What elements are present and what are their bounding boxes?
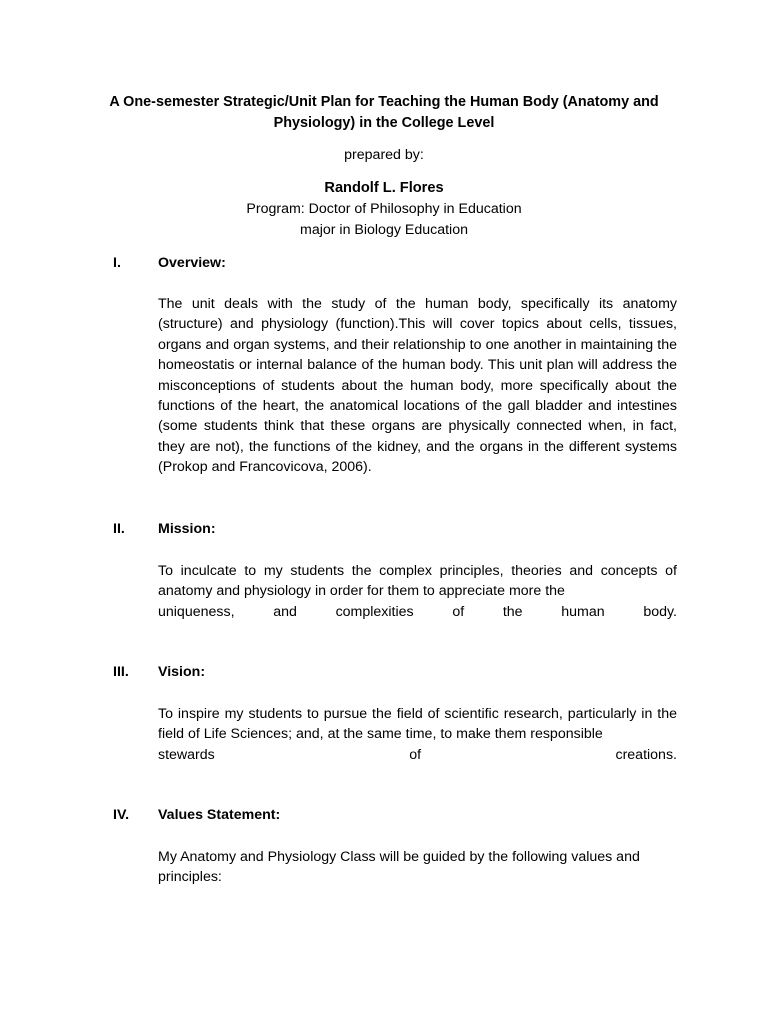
mission-word: of [452, 603, 465, 620]
major-line: major in Biology Education [300, 222, 468, 238]
vision-word: of [409, 746, 422, 763]
mission-paragraph [158, 561, 677, 622]
section-numeral-mission: II. [113, 521, 125, 537]
program-line: Program: Doctor of Philosophy in Education [246, 201, 522, 217]
section-numeral-overview: I. [113, 255, 121, 271]
document-title: A One-semester Strategic/Unit Plan for Teaching the Human Body (Anatomy and Physiology) in the College Level [109, 94, 659, 131]
mission-paragraph-text: To inculcate to my students the complex principles, theories and concepts of anatomy and physiology in order for them to appreciate more the [158, 563, 677, 600]
mission-word: human [561, 603, 605, 620]
values-paragraph: My Anatomy and Physiology Class will be guided by the following values and principles: [158, 849, 640, 886]
mission-word: body. [643, 603, 677, 620]
vision-paragraph-text: To inspire my students to pursue the field of scientific research, particularly in the field of Life Sciences; and, at the same time, to make them responsible [158, 706, 677, 743]
vision-paragraph [158, 704, 677, 765]
section-heading-vision: Vision: [158, 664, 206, 680]
section-heading-mission: Mission: [158, 521, 216, 537]
author-name: Randolf L. Flores [324, 180, 444, 196]
mission-word: complexities [335, 603, 414, 620]
vision-paragraph-last-line [158, 745, 677, 765]
vision-word: creations. [615, 746, 677, 763]
prepared-by-label: prepared by: [344, 147, 424, 163]
vision-word: stewards [158, 746, 215, 763]
mission-word: and [273, 603, 297, 620]
section-numeral-vision: III. [113, 664, 129, 680]
section-heading-values: Values Statement: [158, 807, 281, 823]
overview-paragraph: The unit deals with the study of the human body, specifically its anatomy (structure) and physiology (function).This will cover topics about cells, tissues, organs and organ systems, and their relationship to one another in maintaining the homeostatis or internal balance of the human body. This unit plan will address the misconceptions of students about the human body, more specifically about the functions of the heart, the anatomical locations of the gall bladder and intestines (some students think that these organs are physically connected when, in fact, they are not), the functions of the kidney, and the organs in the different systems (Prokop and Francovicova, 2006). [158, 296, 677, 476]
section-heading-overview: Overview: [158, 255, 226, 271]
mission-word: uniqueness, [158, 603, 235, 620]
section-numeral-values: IV. [113, 807, 130, 823]
mission-paragraph-last-line [158, 602, 677, 622]
mission-word: the [502, 603, 523, 620]
